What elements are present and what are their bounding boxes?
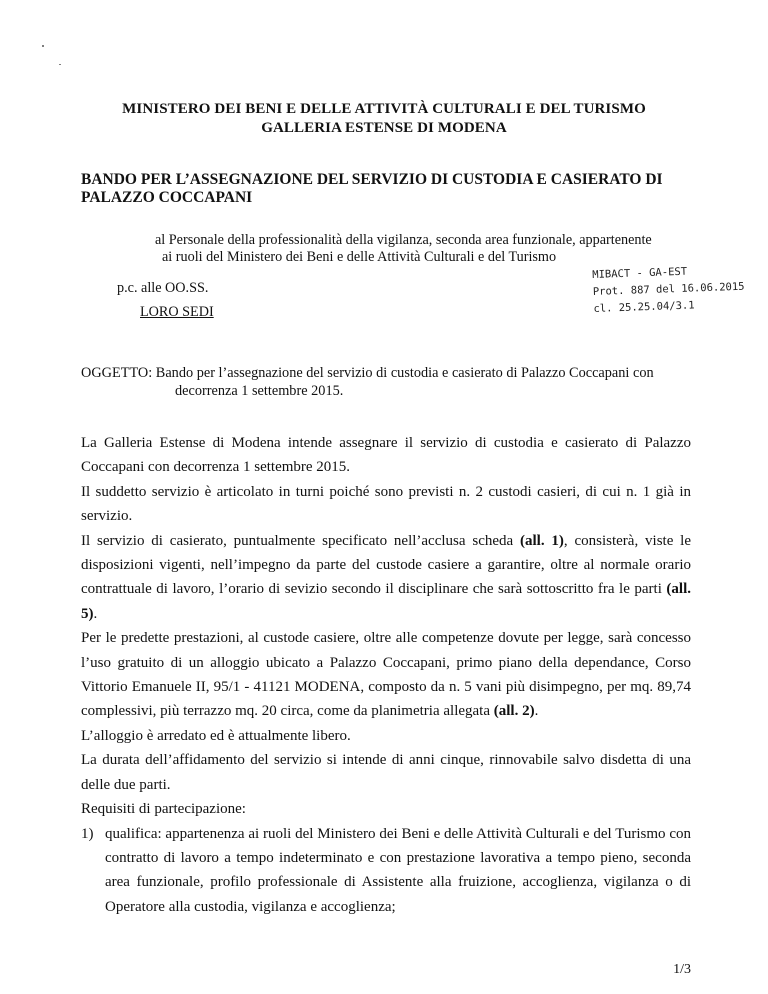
- paragraph-intro: La Galleria Estense di Modena intende assegnare il servizio di custodia e casierato di Palazzo Coccapani con decorrenza 1 settembre 2015.: [81, 435, 691, 476]
- loro-sedi: LORO SEDI: [140, 304, 214, 320]
- paragraph-duration: La durata dell’affidamento del servizio si intende di anni cinque, rinnovabile salvo disdetta di una delle due parti.: [81, 752, 691, 793]
- lodging-text: Per le predette prestazioni, al custode casiere, oltre alle competenze dovute per legge, sarà concesso l’uso gratuito di un alloggio ubicato a Palazzo Coccapani, primo piano della dependance, Corso Vittorio Emanuele II, 95/1 - 41121 MODENA, composto da n. 5 vani più disimpegno, per mq. 89,74 complessivi, più terrazzo mq. 20 circa, come da planimetria allegata: [81, 630, 691, 720]
- bando-title-line1: BANDO PER L’ASSEGNAZIONE DEL SERVIZIO DI CUSTODIA E CASIERATO DI: [81, 171, 663, 188]
- ministry-heading: MINISTERO DEI BENI E DELLE ATTIVITÀ CULTURALI E DEL TURISMO: [122, 101, 646, 117]
- gallery-heading: GALLERIA ESTENSE DI MODENA: [261, 120, 507, 136]
- addressee-line2: ai ruoli del Ministero dei Beni e delle Attività Culturali e del Turismo: [162, 249, 557, 265]
- body-text: [81, 431, 691, 919]
- protocol-line3: cl. 25.25.04/3.1: [593, 299, 695, 315]
- subject-line2: decorrenza 1 settembre 2015.: [175, 383, 344, 399]
- paragraph-requirements: Requisiti di partecipazione:: [81, 801, 246, 818]
- bando-title-line2: PALAZZO COCCAPANI: [81, 189, 253, 206]
- subject-block: [81, 364, 691, 400]
- addressee-block: [155, 232, 695, 266]
- paragraph-shifts: Il suddetto servizio è articolato in turni poiché sono previsti n. 2 custodi casieri, di cui n. 1 già in servizio.: [81, 483, 691, 525]
- page-number: 1/3: [673, 962, 691, 977]
- paragraph-furnished: L’alloggio è arredato ed è attualmente libero.: [81, 727, 351, 744]
- paragraph-service: [81, 529, 691, 627]
- protocol-line1: MIBACT - GA-EST: [592, 265, 688, 281]
- annex-2-ref: (all. 2): [493, 703, 535, 720]
- addressee-line1: al Personale della professionalità della vigilanza, seconda area funzionale, appartenente: [155, 232, 652, 248]
- requirements-list: [81, 822, 691, 920]
- service-text-cont: , consisterà, viste le disposizioni vigenti, nell’impegno da parte del custode casiere a garantire, oltre al normale orario contrattuale di lavoro, l’orario di sevizio secondo il disciplinare che sarà sottoscritto fra le parti: [81, 532, 692, 598]
- lodging-text-end: .: [534, 703, 539, 720]
- subject-label: OGGETTO:: [81, 365, 153, 381]
- bando-title: [81, 171, 681, 207]
- service-text: Il servizio di casierato, puntualmente specificato nell’acclusa scheda: [81, 532, 520, 549]
- list-item-number: 1): [81, 825, 94, 842]
- annex-1-ref: (all. 1): [520, 532, 564, 549]
- protocol-stamp: [592, 261, 754, 318]
- list-item: [81, 822, 691, 920]
- service-text-end: .: [93, 605, 98, 622]
- scan-speck: [42, 45, 44, 47]
- subject-line1: Bando per l’assegnazione del servizio di custodia e casierato di Palazzo Coccapani con: [155, 365, 654, 381]
- pc-line: p.c. alle OO.SS.: [117, 280, 209, 296]
- annex-5-ref: (all. 5): [81, 581, 691, 622]
- list-item-text: qualifica: appartenenza ai ruoli del Ministero dei Beni e delle Attività Culturali e del Turismo con contratto di lavoro a tempo indeterminato e con prestazione lavorativa a tempo pieno, seconda area funzionale, profilo professionale di Assistente alla fruizione, accoglienza, vigilanza o di Operatore alla custodia, vigilanza e accoglienza;: [105, 825, 691, 915]
- paragraph-lodging: [81, 626, 691, 724]
- scan-speck: [59, 64, 61, 65]
- protocol-line2: Prot. 887 del 16.06.2015: [592, 280, 745, 298]
